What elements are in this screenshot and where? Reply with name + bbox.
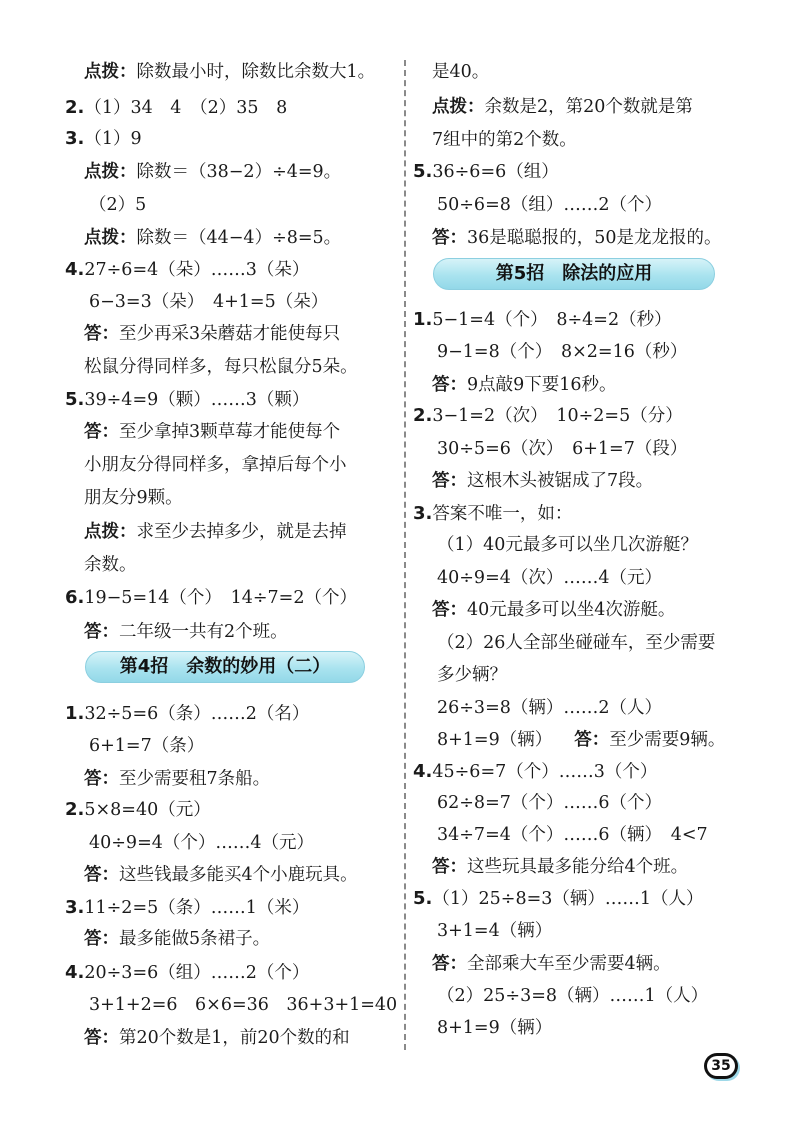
- answer-1: 1.5−1=4（个） 8÷4=2（秒）: [413, 309, 672, 330]
- answer-statement: 答：这些玩具最多能分给4个班。: [432, 857, 689, 877]
- answer-line: （1）40元最多可以坐几次游艇？: [437, 535, 698, 555]
- answer-statement: 答：二年级一共有2个班。: [84, 622, 288, 642]
- answer-line: 26÷3=8（辆）……2（人）: [437, 698, 662, 718]
- answer-line: 6+1=7（条）: [89, 736, 205, 756]
- page-number-badge: [704, 1053, 738, 1079]
- section-banner-5: 第5招 除法的应用: [433, 258, 715, 290]
- answer-line: 9−1=8（个） 8×2=16（秒）: [437, 342, 688, 362]
- answer-line: 余数。: [84, 555, 137, 575]
- answer-4: 4.27÷6=4（朵）……3（朵）: [65, 259, 310, 280]
- answer-2: 2.（1）34 4 （2）35 8: [65, 97, 288, 118]
- answer-line: 小朋友分得同样多，拿掉后每个小: [84, 455, 347, 475]
- answer-line: 朋友分9颗。: [84, 488, 183, 508]
- answer-3b: 3.11÷2=5（条）……1（米）: [65, 897, 310, 918]
- answer-line: 6−3=3（朵） 4+1=5（朵）: [89, 292, 329, 312]
- answer-5b: 5.（1）25÷8=3（辆）……1（人）: [413, 888, 704, 909]
- answer-line: 7组中的第2个数。: [432, 130, 577, 150]
- answer-line: （2）5: [89, 195, 147, 215]
- answer-5: 5.39÷4=9（颗）……3（颗）: [65, 389, 310, 410]
- answer-4: 4.45÷6=7（个）……3（个）: [413, 761, 658, 782]
- answer-line: 40÷9=4（次）……4（元）: [437, 568, 662, 588]
- hint-line: 点拨：除数最小时，除数比余数大1。: [84, 62, 376, 82]
- answer-statement: 答：全部乘大车至少需要4辆。: [432, 954, 671, 974]
- hint-line: 点拨：除数＝（44−4）÷8=5。: [84, 228, 342, 248]
- answer-line: 40÷9=4（个）……4（元）: [89, 833, 314, 853]
- answer-6: 6.19−5=14（个） 14÷7=2（个）: [65, 587, 357, 608]
- answer-statement: 答：至少再采3朵蘑菇才能使每只: [84, 324, 341, 344]
- answer-line: 30÷5=6（次） 6+1=7（段）: [437, 439, 688, 459]
- answer-line: 62÷8=7（个）……6（个）: [437, 793, 662, 813]
- answer-line: 8+1=9（辆） 答：至少需要9辆。: [437, 730, 726, 750]
- column-divider: [404, 60, 406, 1050]
- answer-line: 8+1=9（辆）: [437, 1018, 553, 1038]
- answer-statement: 答：9点敲9下要16秒。: [432, 375, 617, 395]
- answer-statement: 答：最多能做5条裙子。: [84, 929, 271, 949]
- hint-line: 点拨：除数＝（38−2）÷4=9。: [84, 162, 342, 182]
- answer-2b: 2.5×8=40（元）: [65, 799, 211, 820]
- answer-line: （2）26人全部坐碰碰车，至少需要: [437, 633, 716, 653]
- page-number: 35: [707, 1056, 735, 1076]
- answer-line: 松鼠分得同样多，每只松鼠分5朵。: [84, 357, 358, 377]
- answer-line: 3+1+2=6 6×6=36 36+3+1=40: [89, 995, 398, 1015]
- answer-statement: 答：第20个数是1，前20个数的和: [84, 1028, 350, 1048]
- answer-statement: 答：36是聪聪报的，50是龙龙报的。: [432, 228, 722, 248]
- answer-4b: 4.20÷3=6（组）……2（个）: [65, 962, 310, 983]
- answer-line: （2）25÷3=8（辆）……1（人）: [437, 986, 709, 1006]
- section-banner-4: 第4招 余数的妙用（二）: [85, 651, 365, 683]
- answer-line: 50÷6=8（组）……2（个）: [437, 195, 662, 215]
- hint-line: 点拨：求至少去掉多少，就是去掉: [84, 522, 347, 542]
- answer-3: 3.（1）9: [65, 128, 142, 149]
- hint-line: 点拨：余数是2，第20个数就是第: [432, 97, 693, 117]
- answer-1: 1.32÷5=6（条）……2（名）: [65, 703, 310, 724]
- answer-statement: 答：至少需要租7条船。: [84, 769, 271, 789]
- answer-5: 5.36÷6=6（组）: [413, 161, 559, 182]
- answer-statement: 答：这些钱最多能买4个小鹿玩具。: [84, 865, 358, 885]
- answer-line: 是40。: [432, 62, 490, 82]
- answer-3: 3.答案不唯一，如：: [413, 503, 573, 524]
- answer-statement: 答：这根木头被锯成了7段。: [432, 471, 654, 491]
- answer-statement: 答：至少拿掉3颗草莓才能使每个: [84, 422, 341, 442]
- answer-statement: 答：40元最多可以坐4次游艇。: [432, 600, 676, 620]
- answer-line: 3+1=4（辆）: [437, 921, 553, 941]
- answer-line: 34÷7=4（个）……6（辆） 4<7: [437, 825, 708, 845]
- answer-line: 多少辆？: [437, 665, 507, 685]
- answer-2: 2.3−1=2（次） 10÷2=5（分）: [413, 405, 683, 426]
